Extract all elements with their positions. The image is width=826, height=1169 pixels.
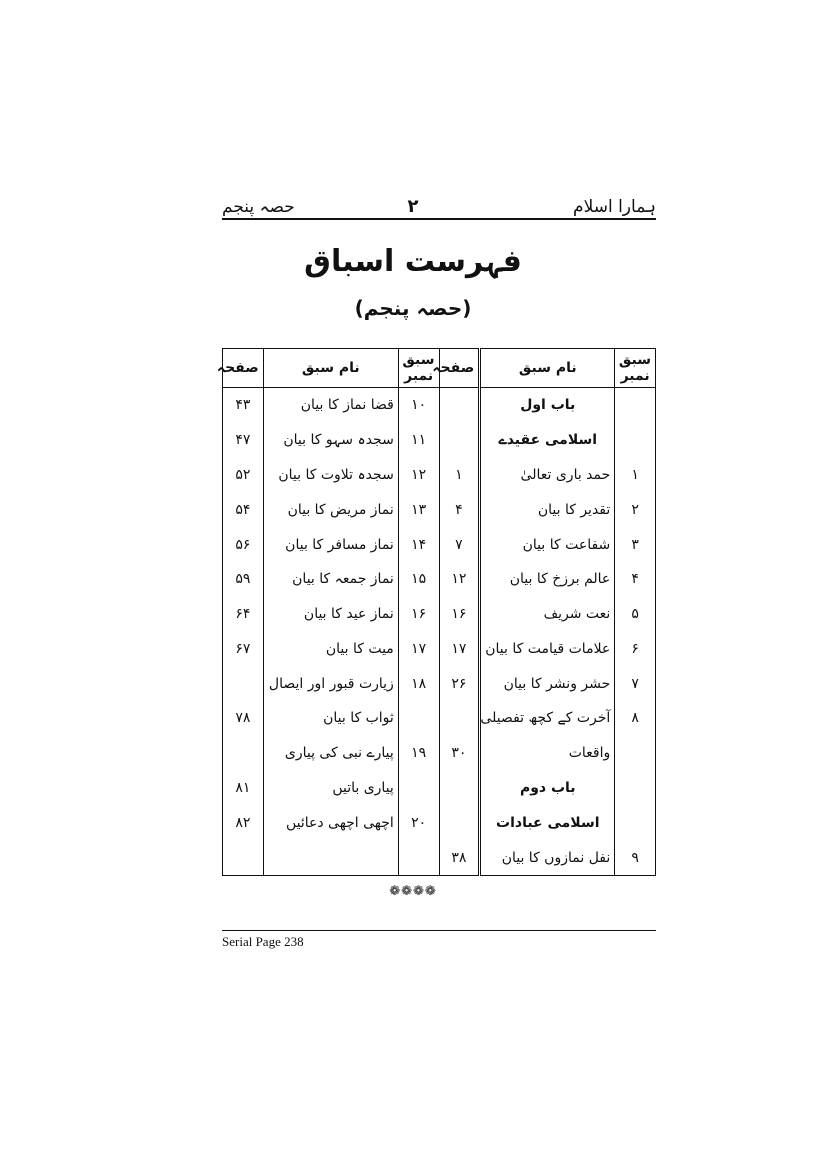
lesson-page: ۵۶ bbox=[223, 527, 264, 562]
lesson-page bbox=[439, 423, 480, 458]
lesson-page: ۵۲ bbox=[223, 458, 264, 493]
lesson-page: ۵۹ bbox=[223, 562, 264, 597]
lesson-page: ۸۱ bbox=[223, 771, 264, 806]
lesson-page: ۳۰ bbox=[439, 736, 480, 771]
lesson-title: نماز مریض کا بیان bbox=[263, 492, 398, 527]
lesson-number: ۱۰ bbox=[398, 388, 439, 423]
lesson-page: ۶۷ bbox=[223, 631, 264, 666]
table-row bbox=[223, 771, 656, 806]
table-row bbox=[223, 840, 656, 875]
lesson-title: ثواب کا بیان bbox=[263, 701, 398, 736]
lesson-page bbox=[439, 805, 480, 840]
lesson-page: ۳۸ bbox=[439, 840, 480, 875]
lesson-number: ۷ bbox=[615, 666, 656, 701]
col-header-lesson-number: سبق نمبر bbox=[615, 349, 656, 388]
lesson-title: اچھی اچھی دعائیں bbox=[263, 805, 398, 840]
lesson-title: نعت شریف bbox=[480, 597, 615, 632]
lesson-page: ۱۲ bbox=[439, 562, 480, 597]
lesson-title: حمد باری تعالیٰ bbox=[480, 458, 615, 493]
lesson-number bbox=[615, 771, 656, 806]
lesson-number bbox=[615, 736, 656, 771]
lesson-title: واقعات bbox=[480, 736, 615, 771]
table-row bbox=[223, 805, 656, 840]
lesson-number: ۱۳ bbox=[398, 492, 439, 527]
lesson-title: قضا نماز کا بیان bbox=[263, 388, 398, 423]
footer-divider bbox=[222, 930, 656, 931]
lesson-number: ۸ bbox=[615, 701, 656, 736]
section-heading: اسلامی عبادات bbox=[480, 805, 615, 840]
page-subtitle: (حصہ پنجم) bbox=[354, 296, 472, 320]
lesson-number: ۹ bbox=[615, 840, 656, 875]
lesson-page: ۲۶ bbox=[439, 666, 480, 701]
col-header-lesson-name: نام سبق bbox=[480, 349, 615, 388]
lesson-page bbox=[439, 388, 480, 423]
lesson-page: ۷۸ bbox=[223, 701, 264, 736]
table-row bbox=[223, 701, 656, 736]
lesson-page bbox=[223, 736, 264, 771]
table-header-row bbox=[223, 349, 656, 388]
table-row bbox=[223, 736, 656, 771]
lesson-number: ۲۰ bbox=[398, 805, 439, 840]
lesson-page: ۴ bbox=[439, 492, 480, 527]
lesson-title: سجدہ تلاوت کا بیان bbox=[263, 458, 398, 493]
lesson-number bbox=[615, 805, 656, 840]
header-part-label: حصہ پنجم bbox=[222, 197, 295, 217]
lesson-title: زیارت قبور اور ایصال bbox=[263, 666, 398, 701]
ornament-divider: ❁❁❁❁ bbox=[389, 884, 437, 899]
lesson-number: ۱۶ bbox=[398, 597, 439, 632]
section-heading: اسلامی عقیدے bbox=[480, 423, 615, 458]
lesson-title: حشر ونشر کا بیان bbox=[480, 666, 615, 701]
lesson-title: علامات قیامت کا بیان bbox=[480, 631, 615, 666]
lesson-number bbox=[398, 771, 439, 806]
lesson-page: ۴۷ bbox=[223, 423, 264, 458]
lesson-title: نماز مسافر کا بیان bbox=[263, 527, 398, 562]
table-row bbox=[223, 527, 656, 562]
table-row bbox=[223, 423, 656, 458]
lesson-title bbox=[263, 840, 398, 875]
lesson-page: ۶۴ bbox=[223, 597, 264, 632]
lesson-number: ۱۵ bbox=[398, 562, 439, 597]
header-divider bbox=[222, 218, 656, 220]
lesson-title: نماز جمعہ کا بیان bbox=[263, 562, 398, 597]
lesson-number: ۱۱ bbox=[398, 423, 439, 458]
lesson-number: ۱۸ bbox=[398, 666, 439, 701]
table-row bbox=[223, 631, 656, 666]
lesson-number: ۱۲ bbox=[398, 458, 439, 493]
table-row bbox=[223, 388, 656, 423]
lesson-page: ۸۲ bbox=[223, 805, 264, 840]
table-row bbox=[223, 666, 656, 701]
lesson-page bbox=[223, 666, 264, 701]
lesson-number: ۱۷ bbox=[398, 631, 439, 666]
lesson-number: ۴ bbox=[615, 562, 656, 597]
header-book-title: ہمارا اسلام bbox=[573, 197, 656, 217]
col-header-page: صفحہ bbox=[439, 349, 480, 388]
lesson-page: ۷ bbox=[439, 527, 480, 562]
col-header-page: صفحہ bbox=[223, 349, 264, 388]
lesson-title: شفاعت کا بیان bbox=[480, 527, 615, 562]
col-header-lesson-name: نام سبق bbox=[263, 349, 398, 388]
lesson-title: سجدہ سہو کا بیان bbox=[263, 423, 398, 458]
lesson-page: ۵۴ bbox=[223, 492, 264, 527]
lesson-title: پیارے نبی کی پیاری bbox=[263, 736, 398, 771]
table-row bbox=[223, 492, 656, 527]
col-header-lesson-number: سبق نمبر bbox=[398, 349, 439, 388]
lesson-page: ۱۷ bbox=[439, 631, 480, 666]
header-page-number: ۲ bbox=[407, 196, 419, 217]
table-row bbox=[223, 597, 656, 632]
lesson-title: تقدیر کا بیان bbox=[480, 492, 615, 527]
table-row bbox=[223, 458, 656, 493]
lesson-page bbox=[223, 840, 264, 875]
serial-page-label: Serial Page 238 bbox=[222, 934, 304, 949]
lesson-number: ۵ bbox=[615, 597, 656, 632]
lesson-number: ۱ bbox=[615, 458, 656, 493]
lesson-page bbox=[439, 771, 480, 806]
lesson-title: آخرت کے کچھ تفصیلی bbox=[480, 701, 615, 736]
lesson-number: ۱۹ bbox=[398, 736, 439, 771]
lesson-page bbox=[439, 701, 480, 736]
table-of-contents bbox=[216, 348, 656, 876]
section-heading: باب اول bbox=[480, 388, 615, 423]
lesson-number bbox=[615, 423, 656, 458]
table-row bbox=[223, 562, 656, 597]
lesson-number bbox=[398, 840, 439, 875]
lesson-page: ۱۶ bbox=[439, 597, 480, 632]
lesson-number bbox=[615, 388, 656, 423]
page-title: فہرست اسباق bbox=[304, 244, 522, 279]
lesson-number: ۲ bbox=[615, 492, 656, 527]
lesson-title: پیاری باتیں bbox=[263, 771, 398, 806]
lesson-title: میت کا بیان bbox=[263, 631, 398, 666]
lesson-number: ۳ bbox=[615, 527, 656, 562]
lesson-number bbox=[398, 701, 439, 736]
lesson-title: عالم برزخ کا بیان bbox=[480, 562, 615, 597]
lesson-page: ۱ bbox=[439, 458, 480, 493]
lesson-title: نفل نمازوں کا بیان bbox=[480, 840, 615, 875]
lesson-number: ۶ bbox=[615, 631, 656, 666]
lesson-number: ۱۴ bbox=[398, 527, 439, 562]
section-heading: باب دوم bbox=[480, 771, 615, 806]
lesson-page: ۴۳ bbox=[223, 388, 264, 423]
lesson-title: نماز عید کا بیان bbox=[263, 597, 398, 632]
